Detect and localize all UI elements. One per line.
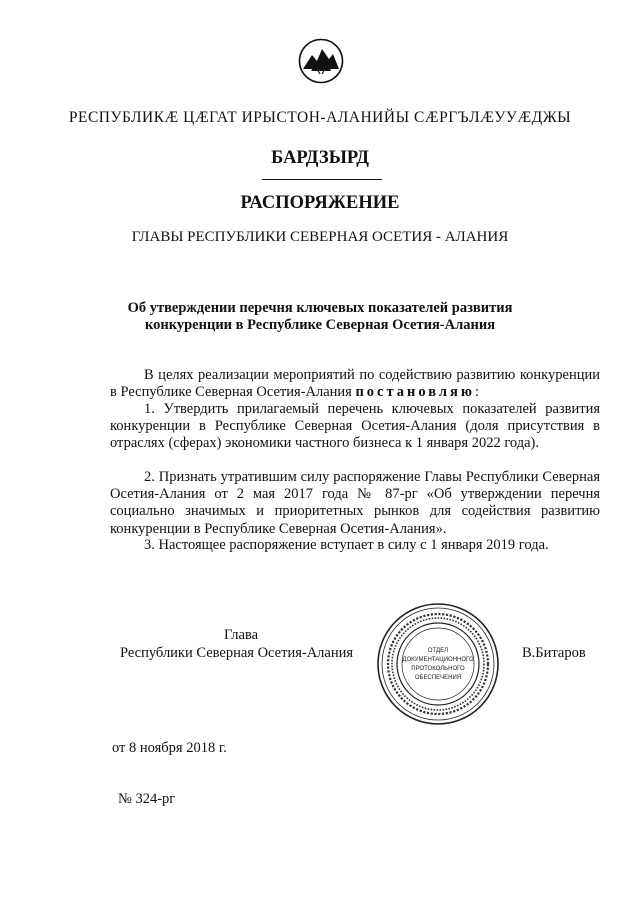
document-date: от 8 ноября 2018 г. (112, 740, 227, 756)
coat-of-arms-icon (298, 38, 344, 84)
document-type-ossetian: БАРДЗЫРД (271, 148, 369, 168)
intro-text: В целях реализации мероприятий по содействию развитию конкуренции в Республике Северная Осетия-Алания (110, 367, 600, 401)
clause-3: 3. Настоящее распоряжение вступает в силу с 1 января 2019 года. (144, 537, 549, 553)
resolve-word: постановляю (355, 384, 475, 401)
document-title-line2: конкуренции в Республике Северная Осетия-Алания (144, 317, 496, 333)
document-title-line1: Об утверждении перечня ключевых показателей развития (127, 300, 513, 316)
seal-text-line4: ОБЕСПЕЧЕНИЯ (414, 675, 462, 681)
seal-text-line3: ПРОТОКОЛЬНОГО (411, 666, 465, 672)
intro-paragraph: В целях реализации мероприятий по содействию развитию конкуренции в Республике Северная Осетия-Алания постановляю: (110, 367, 600, 401)
header-divider (262, 179, 382, 180)
document-type: РАСПОРЯЖЕНИЕ (240, 193, 400, 213)
issuer-title: ГЛАВЫ РЕСПУБЛИКИ СЕВЕРНАЯ ОСЕТИЯ - АЛАНИЯ (131, 229, 509, 245)
seal-text-line1: ОТДЕЛ (427, 648, 449, 654)
republic-name-ossetian: РЕСПУБЛИКӔ ЦӔГАТ ИРЫСТОН-АЛАНИЙЫ СӔРГЪЛӔУУӔДЖЫ (68, 109, 572, 126)
signatory-position-line2: Республики Северная Осетия-Алания (120, 645, 354, 661)
clause-2: 2. Признать утратившим силу распоряжение Главы Республики Северная Осетия-Алания от 2 мая 2017 года № 87-рг «Об утверждении перечня социально значимых и приоритетных рынков для содействия развитию конкуренции в Республике Северная Осетия-Алания». (110, 469, 600, 537)
seal-text-line2: ДОКУМЕНТАЦИОННОГО (402, 657, 474, 663)
official-seal-icon (376, 602, 500, 726)
signatory-name: В.Битаров (522, 645, 586, 661)
clause-1: 1. Утвердить прилагаемый перечень ключевых показателей развития конкуренции в Республике Северная Осетия-Алания (доля присутствия в отраслях (сферах) экономики частного бизнеса к 1 января 2022 года). (110, 401, 600, 452)
document-number: № 324-рг (118, 791, 176, 807)
signatory-position-line1: Глава (224, 627, 259, 643)
